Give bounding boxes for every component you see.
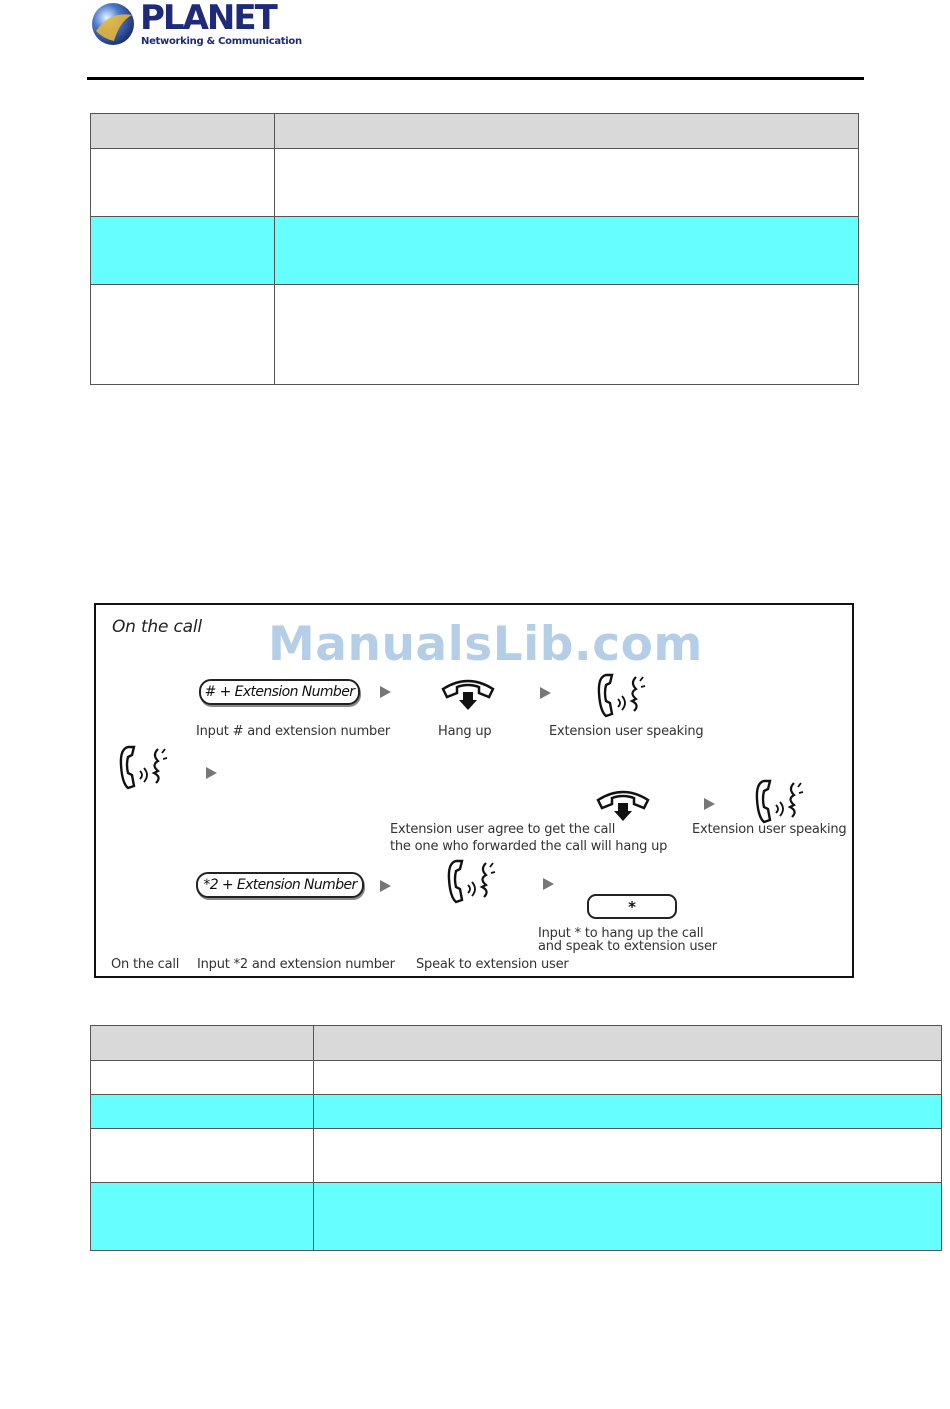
table-cell [91,285,275,385]
caption-star-line2: and speak to extension user [538,939,717,954]
header-divider [87,77,864,80]
caption-input-star2: Input *2 and extension number [197,957,395,972]
arrow-right-icon [380,880,391,892]
star2-extension-pill: *2 + Extension Number [196,872,364,898]
caption-speak-to-extension: Speak to extension user [416,957,569,972]
caption-extension-speaking: Extension user speaking [549,724,704,739]
table-cell [314,1095,942,1129]
arrow-right-icon [206,767,217,779]
caption-input-hash: Input # and extension number [196,724,391,739]
arrow-right-icon [543,878,554,890]
table-row [91,1061,942,1095]
table-cell [275,149,859,217]
caption-star-line1: Input * to hang up the call [538,926,704,941]
star-key-icon: * [587,894,677,919]
table-cell [314,1183,942,1251]
brand-tagline: Networking & Communication [141,36,302,47]
planet-logo [90,0,302,52]
feature-table-bottom [90,1025,942,1251]
table-header-cell [91,1026,314,1061]
hang-up-phone-icon [594,786,652,824]
table-row-highlight [91,1183,942,1251]
diagram-title: On the call [112,617,202,637]
table-row-highlight [91,1095,942,1129]
table-header-row [91,1026,942,1061]
table-header-row [91,114,859,149]
watermark: ManualsLib.com [268,617,703,672]
table-row [91,1129,942,1183]
table-cell [91,149,275,217]
table-cell [91,1061,314,1095]
table-header-cell [91,114,275,149]
brand-name: PLANET [140,0,276,38]
table-cell [91,1183,314,1251]
table-cell [91,217,275,285]
globe-logo-icon [90,1,136,47]
table-cell [314,1061,942,1095]
table-row-highlight [91,217,859,285]
table-header-cell [314,1026,942,1061]
table-cell [314,1129,942,1183]
feature-table-top [90,113,859,385]
caption-hang-up: Hang up [438,724,492,739]
arrow-right-icon [380,686,391,698]
table-cell [275,285,859,385]
extension-number-pill: # + Extension Number [199,679,360,705]
caption-on-the-call: On the call [111,957,180,972]
arrow-right-icon [704,798,715,810]
table-cell [91,1129,314,1183]
caption-agree-line1: Extension user agree to get the call [390,822,616,837]
arrow-right-icon [540,687,551,699]
table-cell [91,1095,314,1129]
table-header-cell [275,114,859,149]
person-speaking-phone-icon [754,777,806,825]
table-cell [275,217,859,285]
table-row [91,285,859,385]
caption-extension-speaking-2: Extension user speaking [692,822,847,837]
table-row [91,149,859,217]
person-speaking-phone-icon [596,671,648,719]
person-speaking-phone-icon [446,857,498,905]
caption-agree-line2: the one who forwarded the call will hang up [390,839,668,854]
hang-up-phone-icon [439,675,497,713]
caller-speaking-phone-icon [118,743,170,791]
